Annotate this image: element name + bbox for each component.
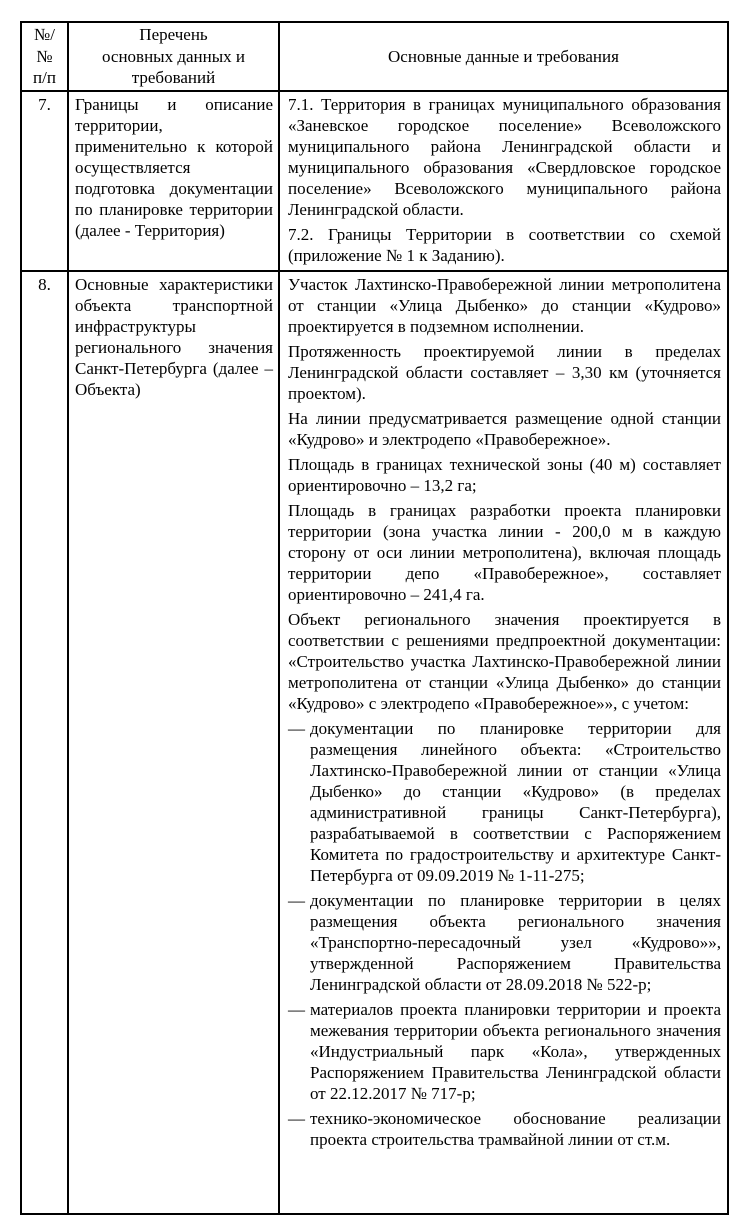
- bullet-text: документации по планировке территории для размещения линейного объекта: «Строительство Лахтинско-Правобережной линии от станции «Улица Дыбенко» до станции «Кудрово» (в пределах административной границы Санкт-Петербурга), разрабатываемой в соответствии с Распоряжением Комитета по градостроительству и архитектуре Санкт-Петербурга от 09.09.2019 № 1-11-275;: [310, 718, 721, 885]
- requirements-table: [20, 21, 729, 1215]
- paragraph: Протяженность проектируемой линии в пределах Ленинградской области составляет – 3,30 км (уточняется проектом).: [288, 341, 721, 403]
- dash-list-marker: —: [288, 718, 305, 738]
- header-cell-data-title: [279, 22, 728, 91]
- row-8-requirement-name: [68, 271, 279, 1214]
- header-number-line: №: [36, 46, 53, 66]
- table-row-8: [21, 271, 728, 1214]
- row-7-name-text: Границы и описание территории, применительно к которой осуществляется подготовка документации по планировке территории (далее - Территория): [75, 94, 273, 240]
- table-header-row: [21, 22, 728, 91]
- bullet-item: [288, 890, 721, 995]
- paragraph: 7.2. Границы Территории в соответствии со схемой (приложение № 1 к Заданию).: [288, 224, 721, 265]
- header-number-line: п/п: [33, 68, 56, 87]
- row-7-requirement-content: [279, 91, 728, 271]
- bullet-item: [288, 1108, 721, 1150]
- header-number-line: №/: [34, 25, 55, 44]
- bullet-text: материалов проекта планировки территории и проекта межевания территории объекта регионального значения «Индустриальный парк «Кола», утвержденных Распоряжением Правительства Ленинградской области от 22.12.2017 № 717-р;: [310, 999, 721, 1103]
- paragraph: Объект регионального значения проектируется в соответствии с решениями предпроектной документации: «Строительство участка Лахтинско-Правобережной линии метрополитена от станции «Улица Дыбенко» до станции «Кудрово» с электродепо «Правобережное»», с учетом:: [288, 609, 721, 713]
- table-row-7: [21, 91, 728, 271]
- row-8-requirement-content: [279, 271, 728, 1214]
- paragraph: Участок Лахтинско-Правобережной линии метрополитена от станции «Улица Дыбенко» до станции «Кудрово» проектируется в подземном исполнении.: [288, 274, 721, 336]
- row-8-number: 8.: [21, 271, 68, 1214]
- header-list-title-line: требований: [131, 68, 216, 87]
- header-list-title-line: основных данных и: [101, 46, 246, 66]
- paragraph: Площадь в границах технической зоны (40 м) составляет ориентировочно – 13,2 га;: [288, 454, 721, 495]
- bullet-text: документации по планировке территории в целях размещения объекта регионального значения «Транспортно-пересадочный узел «Кудрово»», утвержденной Распоряжением Правительства Ленинградской области от 28.09.2018 № 522-р;: [310, 890, 721, 994]
- header-cell-list-title: [68, 22, 279, 91]
- row-7-number: 7.: [21, 91, 68, 271]
- bullet-item: [288, 999, 721, 1104]
- dash-list-marker: —: [288, 999, 305, 1019]
- row-8-name-text: Основные характеристики объекта транспортной инфраструктуры регионального значения Санкт-Петербурга (далее – Объекта): [75, 274, 273, 399]
- row-7-requirement-name: [68, 91, 279, 271]
- header-cell-number: [21, 22, 68, 91]
- dash-list-marker: —: [288, 1108, 305, 1128]
- dash-list-marker: —: [288, 890, 305, 910]
- bullet-item: [288, 718, 721, 886]
- header-list-title-line: Перечень: [139, 25, 208, 44]
- paragraph: Площадь в границах разработки проекта планировки территории (зона участка линии - 200,0 м в каждую сторону от оси линии метрополитена), включая площадь территории депо «Правобережное», составляет ориентировочно – 241,4 га.: [288, 500, 721, 604]
- bullet-text: технико-экономическое обоснование реализации проекта строительства трамвайной линии от ст.м.: [310, 1108, 721, 1149]
- header-data-title: Основные данные и требования: [388, 46, 619, 66]
- paragraph: 7.1. Территория в границах муниципального образования «Заневское городское поселение» Всеволожского муниципального района Ленинградской области и муниципального образования «Свердловское городское поселение» Всеволожского муниципального района Ленинградской области.: [288, 94, 721, 219]
- paragraph: На линии предусматривается размещение одной станции «Кудрово» и электродепо «Правобережное».: [288, 408, 721, 449]
